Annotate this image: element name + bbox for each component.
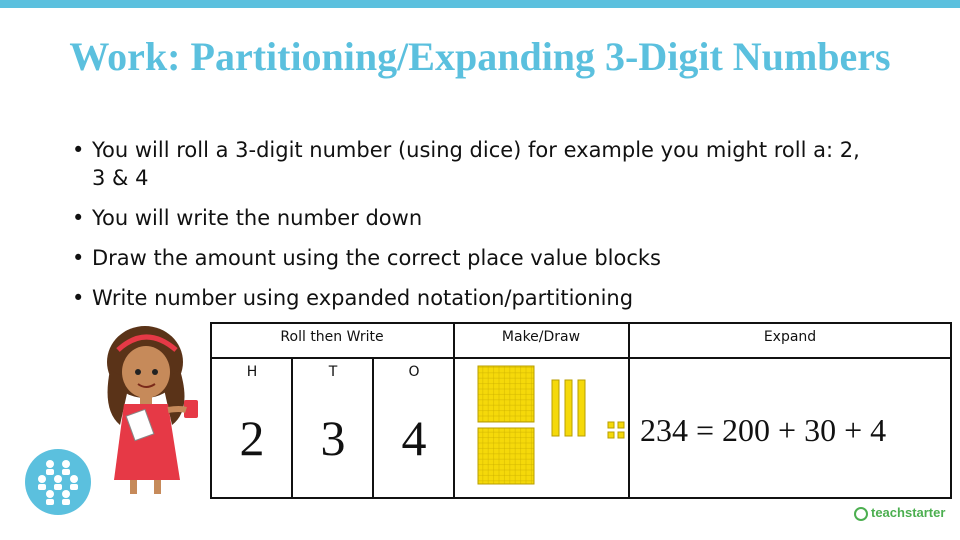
header-make-draw: Make/Draw	[501, 329, 581, 345]
bullet-item: • You will write the number down	[72, 206, 423, 230]
table-border	[950, 322, 952, 499]
expanded-notation: 234 = 200 + 30 + 4	[640, 412, 887, 448]
instruction-list	[72, 136, 872, 324]
group-people-icon	[24, 448, 92, 516]
digit-tens: 3	[320, 410, 346, 466]
hundred-block	[478, 428, 534, 484]
table-border	[210, 322, 212, 499]
digit-hundreds: 2	[239, 410, 265, 466]
ten-rod	[552, 380, 559, 436]
ten-rod	[578, 380, 585, 436]
one-cube	[608, 422, 614, 428]
place-header-hundreds: H	[246, 364, 258, 380]
ten-rod	[565, 380, 572, 436]
header-expand: Expand	[763, 329, 817, 345]
one-cube	[608, 432, 614, 438]
header-roll-then-write: Roll then Write	[280, 329, 384, 345]
logo-icon	[854, 507, 868, 521]
one-cube	[618, 422, 624, 428]
slide-title: Work: Partitioning/Expanding 3-Digit Numbers	[69, 34, 891, 79]
one-cube	[618, 432, 624, 438]
table-border	[210, 357, 952, 359]
bullet-item: • You will roll a 3-digit number (using dice) for example you might roll a: 2, 3 & 4	[72, 138, 860, 190]
table-border	[453, 322, 455, 499]
digit-ones: 4	[401, 410, 427, 466]
table-border	[291, 358, 293, 499]
top-accent-bar	[0, 0, 960, 8]
place-header-ones: O	[408, 364, 420, 380]
place-value-blocks	[472, 362, 632, 492]
place-header-tens: T	[328, 364, 338, 380]
table-border	[210, 322, 952, 324]
bullet-item: • Draw the amount using the correct place value blocks	[72, 246, 661, 270]
teachstarter-logo: teachstarter	[854, 505, 945, 521]
girl-illustration	[100, 320, 210, 495]
hundred-block	[478, 366, 534, 422]
bullet-item: • Write number using expanded notation/partitioning	[72, 286, 634, 310]
table-border	[372, 358, 374, 499]
table-border	[210, 497, 952, 499]
